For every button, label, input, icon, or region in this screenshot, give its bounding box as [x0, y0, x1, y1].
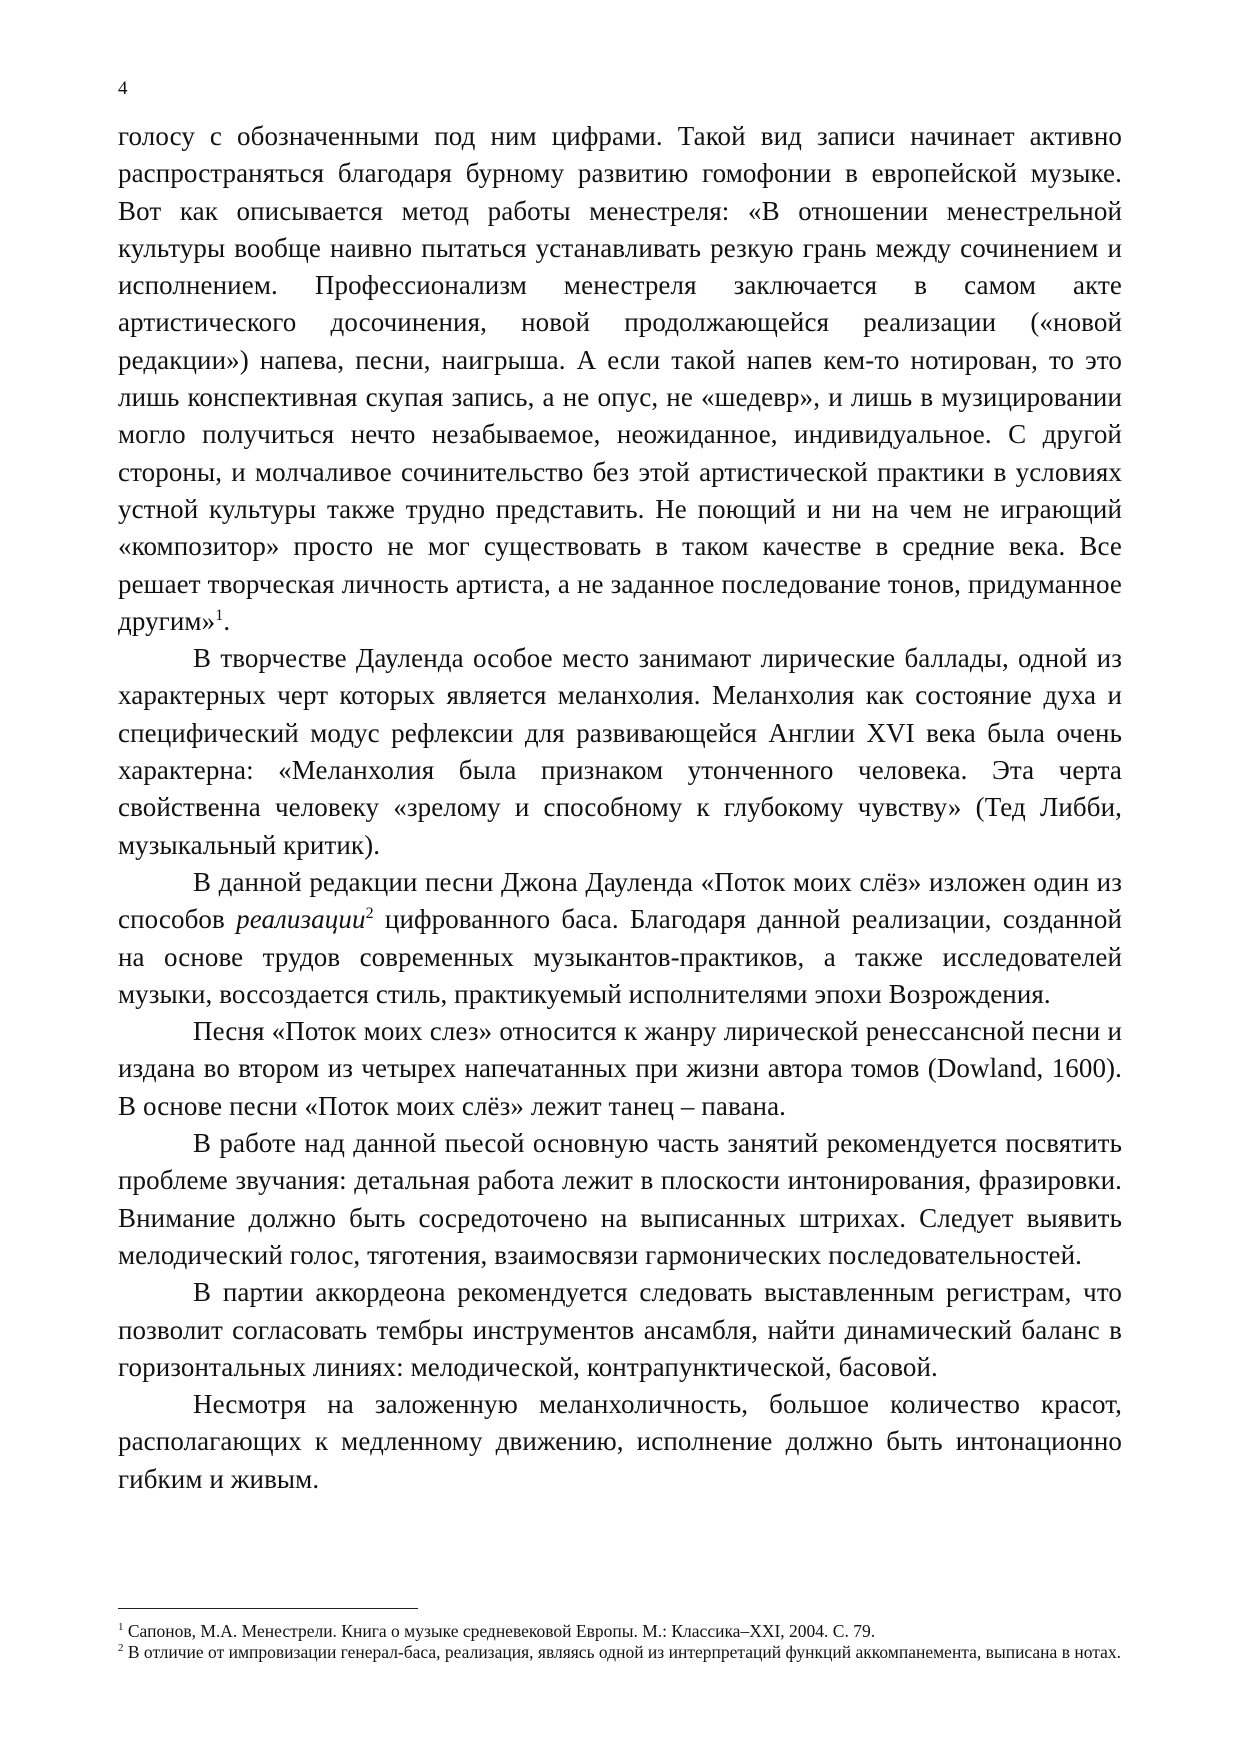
paragraph-text: Несмотря на заложенную меланхоличность, большое количество красот, располагающих к медленному движению, исполнение должно быть интонационно гибким и живым.: [118, 1389, 1122, 1494]
paragraph-song-genre: [118, 1013, 1122, 1125]
paragraph-accordion-part: [118, 1274, 1122, 1386]
footnote-ref-1: 1: [215, 606, 224, 624]
footnotes: [118, 1621, 1122, 1663]
page-number: 4: [118, 78, 128, 99]
paragraph-text: Песня «Поток моих слез» относится к жанру лирической ренессансной песни и издана во втором из четырех напечатанных при жизни автора томов (Dowland, 1600). В основе песни «Поток моих слёз» лежит танец – павана.: [118, 1016, 1122, 1121]
footnote-text: В отличие от импровизации генерал-баса, реализация, являясь одной из интерпретаций функций аккомпанемента, выписана в нотах.: [123, 1642, 1121, 1662]
footnote-marker: 2: [118, 1642, 124, 1655]
emphasis-realization: реализации: [236, 904, 366, 935]
footnote-1: [118, 1621, 1122, 1642]
footnote-text: Сапонов, М.А. Менестрели. Книга о музыке средневековой Европы. М.: Классика–XXI, 2004. С. 79.: [123, 1621, 876, 1641]
paragraph-melancholy: [118, 640, 1122, 864]
paragraph-realization: [118, 864, 1122, 1013]
paragraph-text: В партии аккордеона рекомендуется следовать выставленным регистрам, что позволит согласовать тембры инструментов ансамбля, найти динамический баланс в горизонтальных линиях: мелодической, контрапунктической, басовой.: [118, 1277, 1122, 1382]
paragraph-continuation: [118, 118, 1122, 640]
paragraph-text: В творчестве Дауленда особое место занимают лирические баллады, одной из характерных черт которых является меланхолия. Меланхолия как состояние духа и специфический модус рефлексии для развивающейся Англии XVI века была очень характерна: «Меланхолия была признаком утонченного человека. Эта черта свойственна человеку «зрелому и способному к глубокому чувству» (Тед Либби, музыкальный критик).: [118, 643, 1122, 860]
footnote-2: [118, 1642, 1122, 1663]
paragraph-text-after: цифрованного баса. Благодаря данной реализации, созданной на основе трудов современных музыкантов-практиков, а также исследователей музыки, воссоздается стиль, практикуемый исполнителями эпохи Возрождения.: [118, 904, 1123, 1009]
body-text: [118, 118, 1122, 1498]
paragraph-text: голосу с обозначенными под ним цифрами. Такой вид записи начинает активно распространяться благодаря бурному развитию гомофонии в европейской музыке. Вот как описывается метод работы менестреля: «В отношении менестрельной культуры вообще наивно пытаться устанавливать резкую грань между сочинением и исполнением. Профессионализм менестреля заключается в самом акте артистического досочинения, новой продолжающейся реализации («новой редакции») напева, песни, наигрыша. А если такой напев кем-то нотирован, то это лишь конспективная скупая запись, а не опус, не «шедевр», и лишь в музицировании могло получиться нечто незабываемое, неожиданное, индивидуальное. С другой стороны, и молчаливое сочинительство без этой артистической практики в условиях устной культуры также трудно представить. Не поющий и ни на чем не играющий «композитор» просто не мог существовать в таком качестве в средние века. Все решает творческая личность артиста, а не заданное последование тонов, придуманное другим»: [118, 121, 1122, 636]
paragraph-text-before: В данной редакции песни Джона Дауленда «Поток моих слёз» изложен один из способов: [118, 866, 1122, 935]
paragraph-performance: [118, 1386, 1122, 1498]
footnote-marker: 1: [118, 1621, 124, 1634]
paragraph-work-on-piece: [118, 1125, 1122, 1274]
footnote-ref-2: 2: [365, 905, 374, 923]
paragraph-text: В работе над данной пьесой основную часть занятий рекомендуется посвятить проблеме звучания: детальная работа лежит в плоскости интонирования, фразировки. Внимание должно быть сосредоточено на выписанных штрихах. Следует выявить мелодический голос, тяготения, взаимосвязи гармонических последовательностей.: [118, 1128, 1122, 1270]
paragraph-end: .: [223, 605, 231, 636]
footnote-separator: [118, 1608, 418, 1609]
